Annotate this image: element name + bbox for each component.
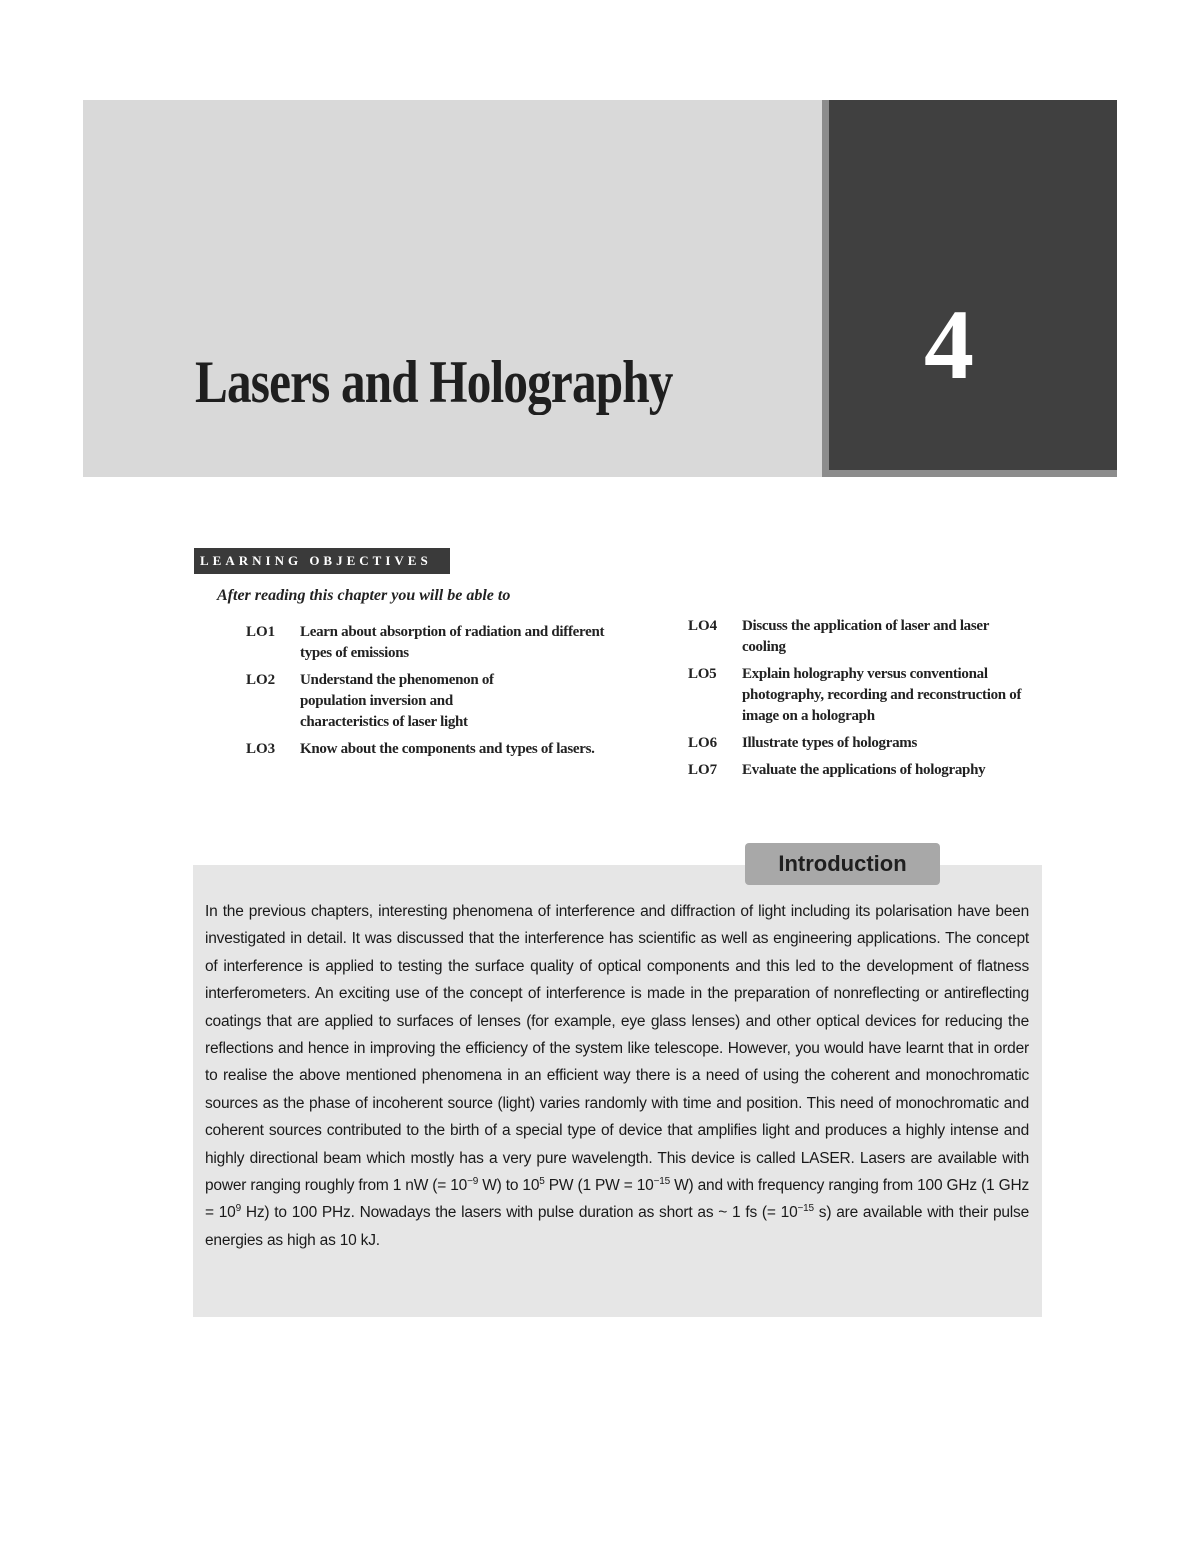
- lo-code: LO5: [688, 666, 717, 682]
- learning-objectives-list-right: [688, 616, 1058, 787]
- lo-code: LO4: [688, 618, 718, 634]
- lo-text: Learn about absorption of radiation and different types of emissions: [300, 624, 605, 661]
- exponent: 5: [539, 1175, 545, 1187]
- learning-objectives-intro: After reading this chapter you will be able to: [217, 587, 511, 604]
- lo-item-7: [688, 760, 1058, 781]
- learning-objectives-list-left: [246, 622, 606, 766]
- chapter-number-box: [822, 100, 1117, 477]
- intro-text-segment: s) are available with their pulse energies as high as 10 kJ.: [205, 1204, 1029, 1249]
- lo-text: Evaluate the applications of holography: [742, 762, 986, 778]
- exponent: 9: [235, 1203, 241, 1215]
- lo-code: LO1: [246, 624, 276, 640]
- lo-item-5: [688, 664, 1058, 727]
- lo-text: Illustrate types of holograms: [742, 735, 918, 751]
- chapter-banner: [83, 100, 822, 477]
- lo-item-4: [688, 616, 1058, 658]
- chapter-number: 4: [924, 289, 974, 400]
- intro-text-segment: W) to 10: [478, 1177, 540, 1195]
- intro-text-segment: PW (1 PW = 10: [544, 1177, 654, 1195]
- intro-text-segment: Hz) to 100 PHz. Nowadays the lasers with pulse duration as short as ~ 1 fs (= 10: [240, 1204, 798, 1222]
- introduction-label: Introduction: [745, 843, 940, 885]
- chapter-title: Lasers and Holography: [195, 349, 673, 415]
- lo-text: Discuss the application of laser and laser cooling: [742, 618, 989, 655]
- lo-item-1: [246, 622, 606, 664]
- exponent: −15: [653, 1175, 670, 1187]
- lo-code: LO2: [246, 672, 276, 688]
- intro-text-segment: In the previous chapters, interesting phenomena of interference and diffraction of light including its polarisation have been investigated in detail. It was discussed that the interference has scientific as well as engineering applications. The concept of interference is applied to testing the surface quality of optical components and this led to the development of flatness interferometers. An exciting use of the concept of interference is made in the preparation of nonreflecting or antireflecting coatings that are applied to surfaces of lenses (for example, eye glass lenses) and other optical devices for reducing the reflections and hence in improving the efficiency of the system like telescope. However, you would have learnt that in order to realise the above mentioned phenomena in an efficient way there is a need of using the coherent and monochromatic sources as the phase of incoherent source (light) varies randomly with time and position. This need of monochromatic and coherent sources contributed to the birth of a special type of device that amplifies light and produces a highly intense and highly directional beam which mostly has a very pure wavelength. This device is called LASER. Lasers are available with power ranging roughly from 1 nW (= 10: [205, 903, 1029, 1195]
- lo-item-2: [246, 670, 606, 733]
- lo-item-6: [688, 733, 1058, 754]
- learning-objectives-heading: LEARNING OBJECTIVES: [194, 548, 450, 574]
- lo-code: LO3: [246, 741, 276, 757]
- exponent: −15: [797, 1203, 814, 1215]
- intro-text-segment: W) and with frequency ranging from 100 GHz (1 GHz = 10: [205, 1177, 1029, 1222]
- lo-code: LO7: [688, 762, 718, 778]
- lo-code: LO6: [688, 735, 718, 751]
- lo-text: Explain holography versus conventional photography, recording and reconstruction of image on a holograph: [742, 666, 1022, 724]
- lo-text: Know about the components and types of lasers.: [300, 741, 595, 757]
- lo-text: Understand the phenomenon of population inversion and characteristics of laser light: [300, 672, 494, 730]
- exponent: −9: [467, 1175, 479, 1187]
- lo-item-3: [246, 739, 606, 760]
- introduction-paragraph: [205, 898, 1029, 1254]
